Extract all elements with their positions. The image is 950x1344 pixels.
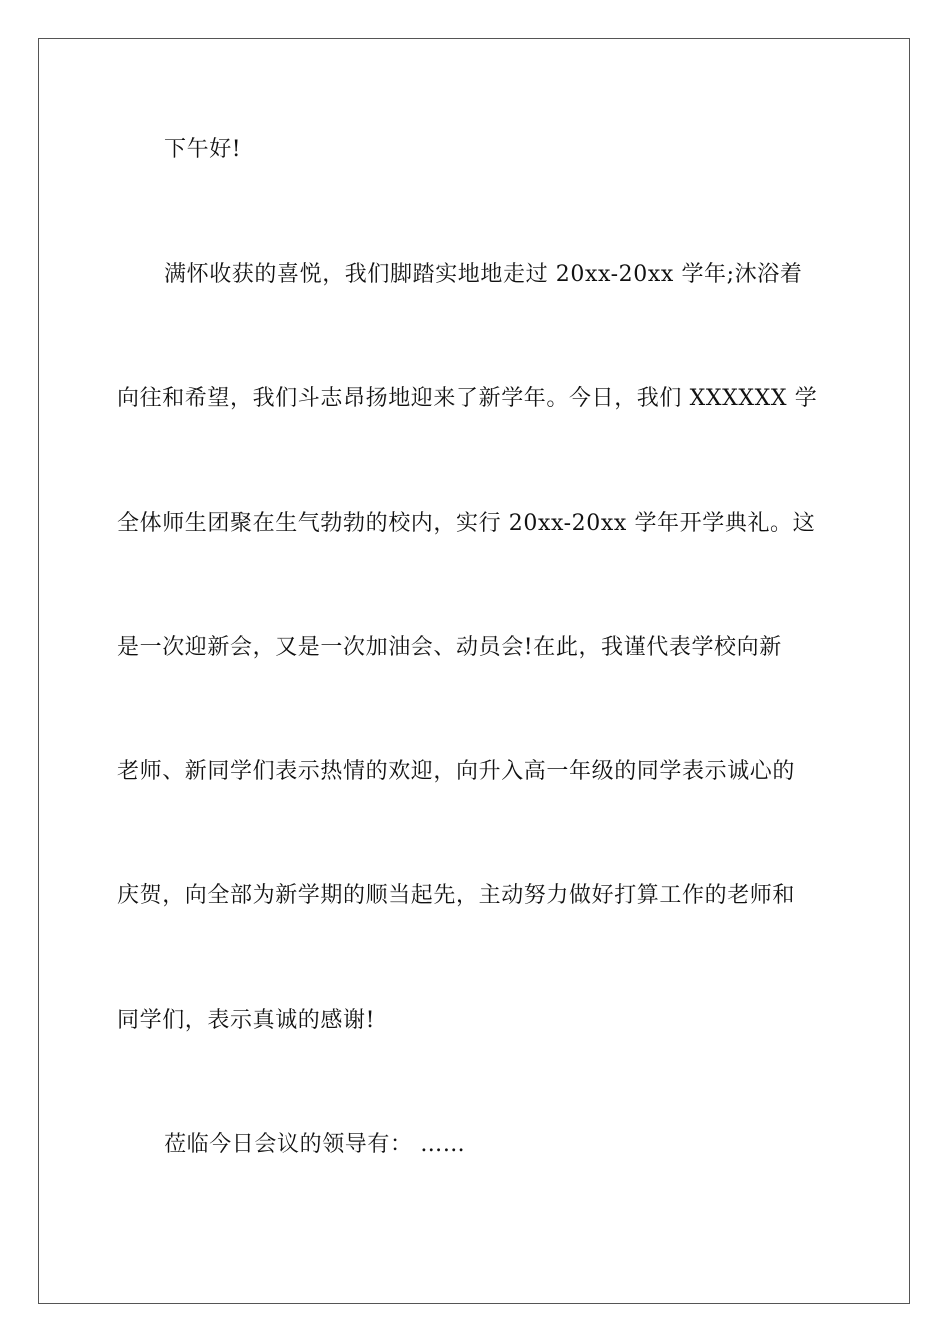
paragraph-line: 向往和希望，我们斗志昂扬地迎来了新学年。今日，我们 XXXXXX 学 <box>117 386 818 411</box>
paragraph-line: 全体师生团聚在生气勃勃的校内，实行 20xx-20xx 学年开学典礼。这 <box>117 511 816 536</box>
paragraph-line: 满怀收获的喜悦，我们脚踏实地地走过 20xx-20xx 学年;沐浴着 <box>164 262 803 287</box>
leaders-line: 莅临今日会议的领导有： …… <box>164 1132 466 1157</box>
paragraph-line: 同学们，表示真诚的感谢! <box>117 1008 376 1033</box>
paragraph-line: 老师、新同学们表示热情的欢迎，向升入高一年级的同学表示诚心的 <box>117 759 796 784</box>
paragraph-line: 庆贺，向全部为新学期的顺当起先，主动努力做好打算工作的老师和 <box>117 883 796 908</box>
paragraph-line: 是一次迎新会，又是一次加油会、动员会!在此，我谨代表学校向新 <box>117 635 782 660</box>
greeting-line: 下午好! <box>164 137 242 162</box>
page-frame <box>38 38 910 1304</box>
